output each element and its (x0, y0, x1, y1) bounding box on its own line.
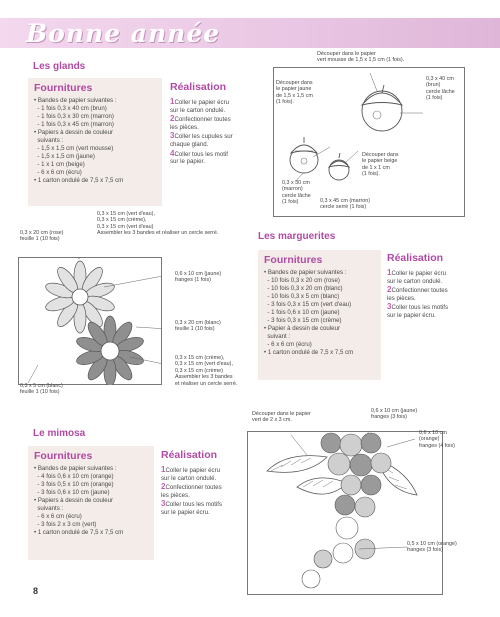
step-item (170, 150, 265, 166)
step-text: Coller le papier écru sur le carton ondulé. (387, 270, 446, 285)
step-item (161, 500, 253, 516)
step-text: Confectionner toutes les pièces. (170, 116, 231, 131)
marguerites-drawing (18, 257, 162, 385)
mimosa-ball (333, 543, 353, 563)
step-text: Confectionner toutes les pièces. (161, 484, 222, 499)
mimosa-supplies-title: Fournitures (34, 450, 93, 462)
supply-item: • 1 carton ondulé de 7,5 x 7,5 cm (34, 529, 124, 536)
step-number: 4 (170, 148, 175, 158)
glands-steps-list (170, 98, 265, 166)
supply-item: - 10 fois 0,3 x 20 cm (rose) (264, 277, 340, 284)
mimosa-ball (314, 550, 332, 568)
mimosa-ball (371, 453, 391, 473)
mimosa-label-orange-06: 0,6 x 10 cm (orange) franges (4 fois) (419, 430, 455, 449)
mimosa-title: Le mimosa (33, 428, 86, 439)
page-title: Bonne année (26, 19, 221, 48)
marguerites-title: Les marguerites (258, 231, 336, 242)
supply-item: suivants : (34, 137, 64, 144)
step-number: 3 (170, 131, 175, 141)
supply-item: • 1 carton ondulé de 7,5 x 7,5 cm (34, 177, 124, 184)
supply-item: - 10 fois 0,3 x 20 cm (blanc) (264, 285, 343, 292)
step-number: 2 (387, 285, 392, 295)
mimosa-drawing (247, 431, 443, 595)
acorn-small (290, 137, 318, 173)
step-text: Coller le papier écru sur le carton ondulé. (170, 99, 229, 114)
supply-item: - 1 fois 0,3 x 45 cm (marron) (34, 121, 114, 128)
marguerites-supplies-title: Fournitures (264, 254, 323, 266)
supply-item: • Papiers à dessin de couleur (34, 497, 114, 504)
supply-item: suivants : (34, 505, 64, 512)
supply-item: • Bandes de papier suivantes : (264, 269, 347, 276)
mimosa-steps (161, 449, 253, 518)
supply-item: - 10 fois 0,3 x 5 cm (blanc) (264, 293, 340, 300)
supply-item: • Papiers à dessin de couleur (34, 129, 114, 136)
mimosa-supplies (28, 446, 154, 560)
marguerites-steps (387, 252, 477, 321)
supply-item: - 3 fois 0,3 x 15 cm (crème) (264, 317, 342, 324)
step-text: Coller les cupules sur chaque gland. (170, 133, 233, 148)
acorn-medium (329, 153, 349, 180)
supply-item: • Bandes de papier suivantes : (34, 97, 117, 104)
mimosa-ball (341, 475, 361, 495)
step-item (387, 286, 477, 302)
mimosa-ball (350, 454, 372, 476)
step-number: 3 (387, 302, 392, 312)
step-number: 3 (161, 499, 166, 509)
daisy-center (72, 289, 88, 305)
mimosa-ball (355, 497, 375, 517)
step-item (387, 269, 477, 285)
supply-item: - 6 x 6 cm (écru) (34, 513, 82, 520)
marguerites-supplies-list (264, 269, 375, 357)
glands-label-cut-yellow: Découper dans le papier jaune de 1,5 x 1,5 cm (1 fois). (276, 80, 313, 106)
step-text: Coller le papier écru sur le carton ondulé. (161, 467, 220, 482)
daisy-grey (75, 316, 145, 385)
supply-item: - 3 fois 2 x 3 cm (vert) (34, 521, 97, 528)
step-text: Confectionner toutes les pièces. (387, 287, 448, 302)
step-text: Coller tous les motifs sur le papier écru. (387, 304, 449, 319)
supply-item: - 6 x 6 cm (écru) (264, 341, 312, 348)
daisy-center (101, 342, 119, 360)
supply-item: • Bandes de papier suivantes : (34, 465, 117, 472)
step-text: Coller tous les motifs sur le papier écru. (161, 501, 223, 516)
mimosa-supplies-list (34, 465, 148, 537)
glands-label-strip-30: 0,3 x 30 cm (marron) cercle lâche (1 fois) (282, 180, 311, 206)
glands-label-strip-45: 0,3 x 45 cm (marron) cercle serré (1 fois) (320, 198, 371, 211)
supply-item: - 1,5 x 1,5 cm (vert mousse) (34, 145, 114, 152)
mimosa-ball (302, 570, 320, 588)
step-item (161, 483, 253, 499)
supply-item: - 3 fois 0,5 x 10 cm (orange) (34, 481, 114, 488)
step-item (170, 115, 265, 131)
step-item (387, 303, 477, 319)
glands-supplies-title: Fournitures (34, 82, 93, 94)
supply-item: - 3 fois 0,3 x 15 cm (vert d'eau) (264, 301, 352, 308)
marguerites-label-strip-white-5: 0,3 x 5 cm (blanc) feuille 1 (10 fois) (20, 383, 63, 396)
mimosa-steps-list (161, 466, 253, 517)
supply-item: suivant : (264, 333, 291, 340)
supply-item: - 1 fois 0,3 x 30 cm (marron) (34, 113, 114, 120)
leaf-left (267, 456, 327, 473)
marguerites-label-strip-yellow: 0,6 x 10 cm (jaune) franges (1 fois) (175, 271, 222, 284)
mimosa-ball (335, 495, 355, 515)
supply-item: - 6 x 6 cm (écru) (34, 169, 82, 176)
mimosa-ball (328, 453, 350, 475)
acorn-large (362, 85, 402, 131)
step-number: 2 (170, 114, 175, 124)
mimosa-label-yellow-fringe: 0,6 x 10 cm (jaune) franges (3 fois) (371, 408, 418, 421)
step-number: 2 (161, 482, 166, 492)
supply-item: - 1 fois 0,3 x 40 cm (brun) (34, 105, 107, 112)
marguerites-label-top-strips: 0,3 x 15 cm (vert d'eau), 0,3 x 15 cm (crème), 0,3 x 15 cm (vert d'eau) Assembler les 3 bandes et réaliser un cercle serré. (97, 211, 219, 237)
marguerites-supplies (258, 250, 381, 380)
step-number: 1 (170, 97, 175, 106)
mimosa-ball (321, 433, 341, 453)
step-item (170, 132, 265, 148)
mimosa-ball (361, 475, 381, 495)
glands-title: Les glands (33, 61, 86, 72)
marguerites-steps-list (387, 269, 477, 320)
supply-item: - 3 fois 0,6 x 10 cm (jaune) (34, 489, 110, 496)
supply-item: - 1 x 1 cm (beige) (34, 161, 85, 168)
glands-label-cut-moss: Découper dans le papier vert mousse de 1,5 x 1,5 cm (1 fois). (317, 51, 405, 64)
step-text: Coller tous les motif sur le papier. (170, 150, 228, 166)
supply-item: - 4 fois 0,6 x 10 cm (orange) (34, 473, 114, 480)
marguerites-label-bottom-strips: 0,3 x 15 cm (crème), 0,3 x 15 cm (vert d'eau), 0,3 x 15 cm (crème) Assembler les 3 bandes et réaliser un cercle serré. (175, 355, 238, 387)
marguerites-steps-title: Réalisation (387, 252, 444, 264)
supply-item: - 1 fois 0,6 x 10 cm (jaune) (264, 309, 340, 316)
step-number: 1 (387, 268, 392, 277)
supply-item: • 1 carton ondulé de 7,5 x 7,5 cm (264, 349, 354, 356)
supply-item: - 1,5 x 1,5 cm (jaune) (34, 153, 95, 160)
glands-label-cut-beige: Découper dans le papier beige de 1 x 1 cm (1 fois). (362, 152, 399, 178)
page-number: 8 (33, 586, 39, 596)
glands-steps-title: Réalisation (170, 81, 227, 93)
mimosa-ball (340, 434, 362, 456)
glands-label-strip-40: 0,3 x 40 cm (brun) cercle lâche (1 fois) (426, 76, 455, 102)
mimosa-ball (336, 517, 358, 539)
mimosa-ball (361, 433, 381, 453)
glands-supplies-list (34, 97, 156, 185)
mimosa-label-orange-05: 0,5 x 10 cm (orange) franges (3 fois) (407, 541, 457, 554)
step-item (170, 98, 265, 114)
step-item (161, 466, 253, 482)
glands-supplies (28, 78, 162, 206)
supply-item: • Papier à dessin de couleur (264, 325, 340, 332)
glands-steps (170, 81, 265, 167)
step-number: 1 (161, 465, 166, 474)
mimosa-label-cut-green: Découper dans le papier vert de 2 x 3 cm. (252, 411, 311, 424)
marguerites-label-strip-pink: 0,3 x 20 cm (rose) feuille 1 (10 fois) (20, 230, 64, 243)
mimosa-steps-title: Réalisation (161, 449, 218, 461)
marguerites-label-strip-white-20: 0,3 x 20 cm (blanc) feuille 1 (10 fois) (175, 320, 221, 333)
